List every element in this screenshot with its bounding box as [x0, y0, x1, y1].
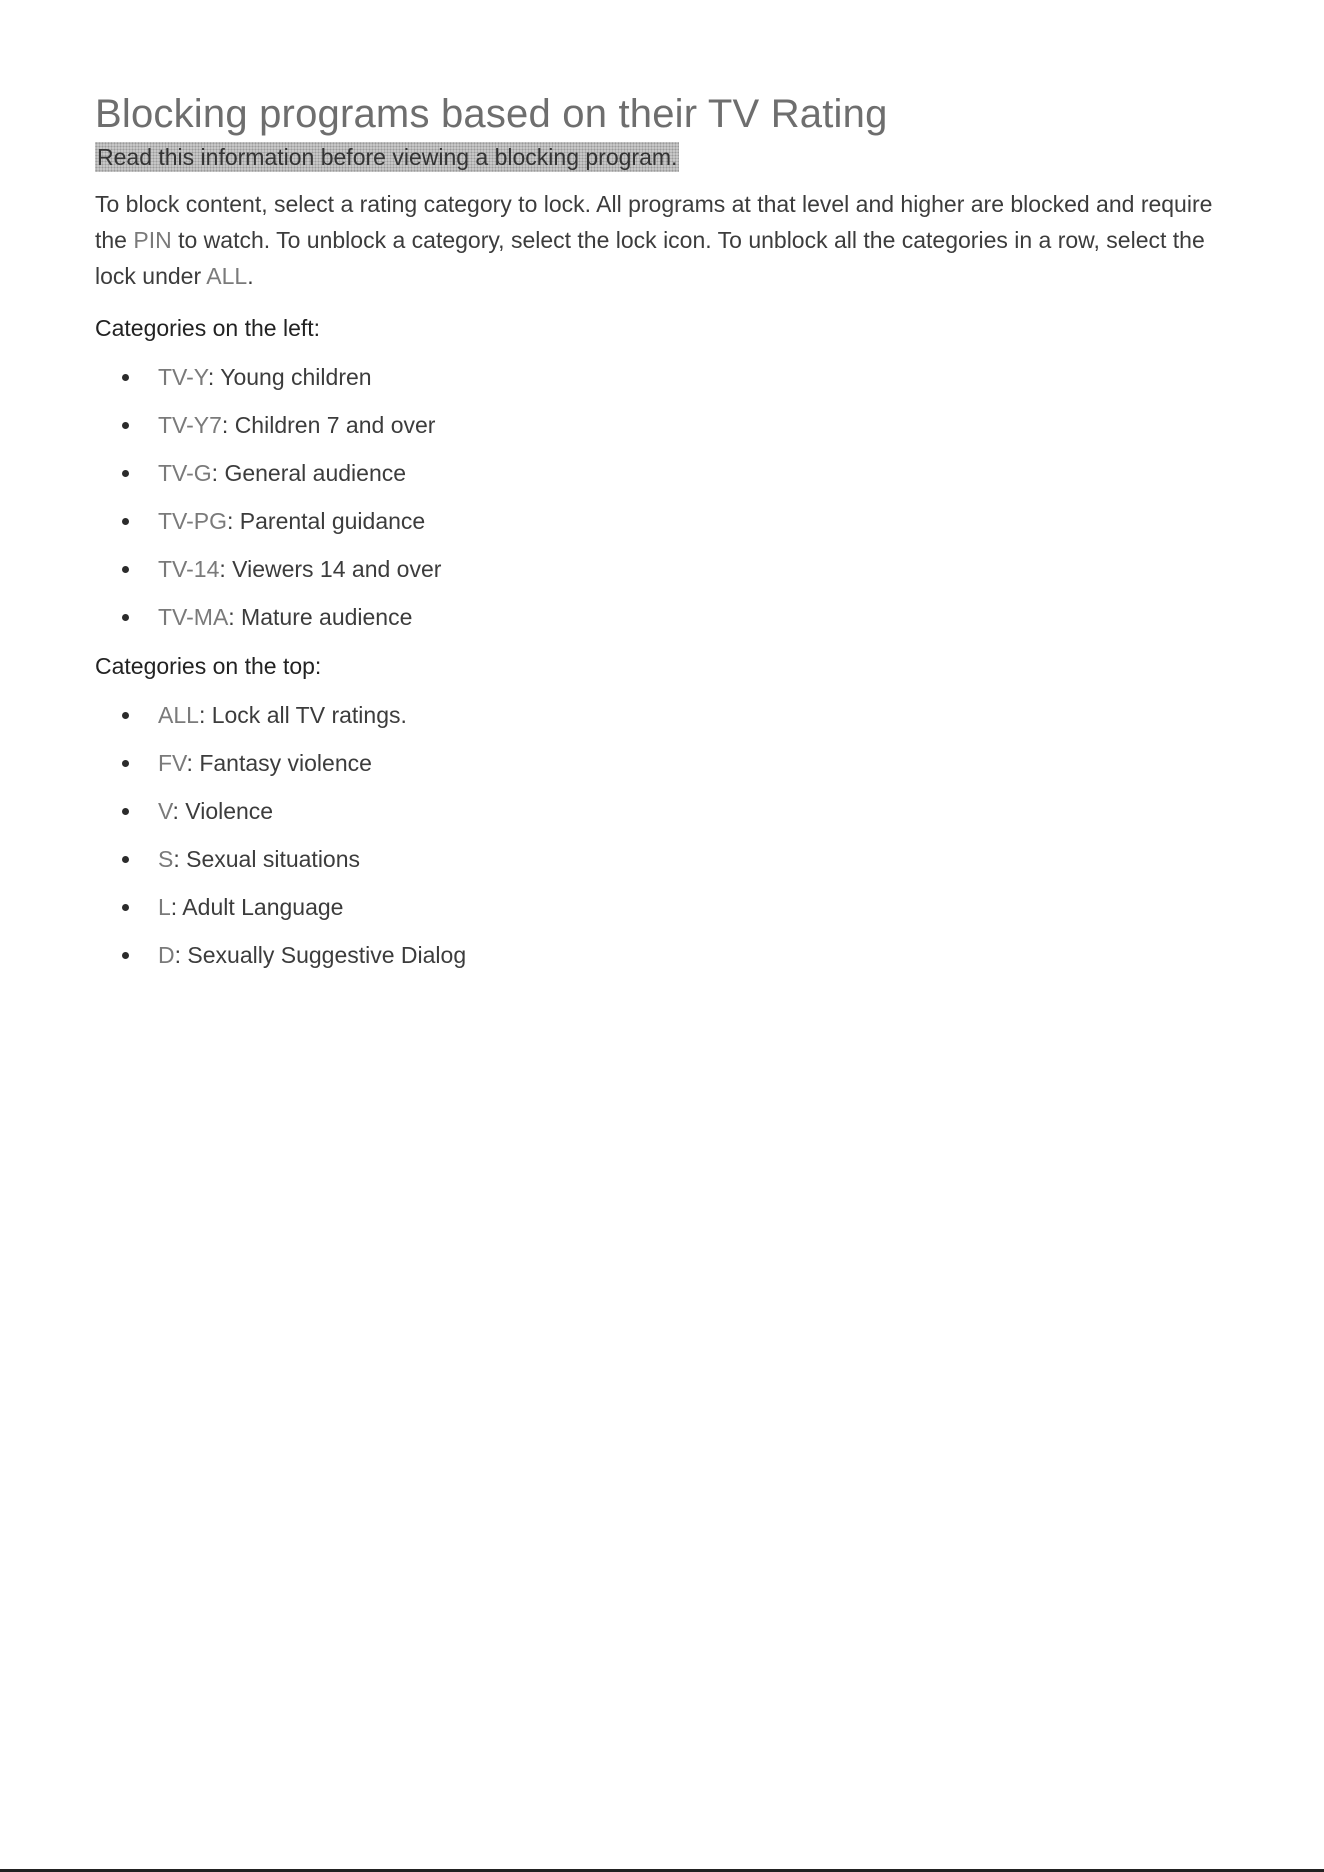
left-categories-list	[95, 362, 1235, 632]
rating-code: TV-G	[158, 460, 212, 486]
warning-note: Read this information before viewing a blocking program.	[97, 144, 678, 170]
list-item	[95, 892, 1235, 922]
list-item	[95, 796, 1235, 826]
rating-code: ALL	[158, 702, 199, 728]
bullet-icon	[122, 566, 129, 573]
rating-description: : Sexually Suggestive Dialog	[174, 942, 467, 968]
rating-description: : Sexual situations	[173, 846, 361, 872]
rating-code: TV-MA	[158, 604, 229, 630]
rating-description: : Children 7 and over	[221, 412, 436, 438]
page-title: Blocking programs based on their TV Rating	[95, 92, 888, 136]
bullet-icon	[122, 904, 129, 911]
all-keyword: ALL	[206, 263, 248, 289]
intro-paragraph	[95, 186, 1235, 294]
list-item	[95, 700, 1235, 730]
list-item	[95, 748, 1235, 778]
pin-keyword: PIN	[133, 227, 172, 253]
bullet-icon	[122, 712, 129, 719]
list-item	[95, 940, 1235, 970]
list-item	[95, 602, 1235, 632]
rating-code: V	[158, 798, 173, 824]
bullet-icon	[122, 374, 129, 381]
bullet-icon	[122, 470, 129, 477]
list-item	[95, 410, 1235, 440]
rating-description: : Fantasy violence	[186, 750, 372, 776]
list-item	[95, 554, 1235, 584]
document-page	[95, 88, 1235, 970]
rating-description: : General audience	[211, 460, 407, 486]
top-categories-list	[95, 700, 1235, 970]
list-item	[95, 844, 1235, 874]
intro-text-3: .	[247, 263, 254, 289]
rating-code: TV-Y	[158, 364, 208, 390]
bullet-icon	[122, 808, 129, 815]
bullet-icon	[122, 422, 129, 429]
list-item	[95, 362, 1235, 392]
list-item	[95, 506, 1235, 536]
bullet-icon	[122, 952, 129, 959]
rating-description: : Lock all TV ratings.	[198, 702, 407, 728]
rating-code: L	[158, 894, 171, 920]
rating-code: S	[158, 846, 174, 872]
intro-text-2: to watch. To unblock a category, select the lock icon. To unblock all the categories in a row, select the lock under	[95, 227, 1205, 289]
rating-description: : Young children	[207, 364, 372, 390]
bullet-icon	[122, 856, 129, 863]
rating-code: FV	[158, 750, 187, 776]
left-categories-heading: Categories on the left:	[95, 315, 321, 341]
bullet-icon	[122, 614, 129, 621]
intro-text-1: To block content, select a rating category to lock. All programs at that level and higher are blocked and require the	[95, 191, 1213, 253]
rating-code: TV-Y7	[158, 412, 222, 438]
rating-code: TV-14	[158, 556, 220, 582]
rating-code: TV-PG	[158, 508, 228, 534]
rating-description: : Viewers 14 and over	[219, 556, 442, 582]
rating-description: : Adult Language	[170, 894, 344, 920]
warning-wrapper	[95, 140, 1235, 172]
bullet-icon	[122, 760, 129, 767]
rating-code: D	[158, 942, 175, 968]
rating-description: : Violence	[172, 798, 274, 824]
rating-description: : Mature audience	[228, 604, 413, 630]
bullet-icon	[122, 518, 129, 525]
top-categories-heading: Categories on the top:	[95, 653, 322, 679]
list-item	[95, 458, 1235, 488]
rating-description: : Parental guidance	[227, 508, 426, 534]
